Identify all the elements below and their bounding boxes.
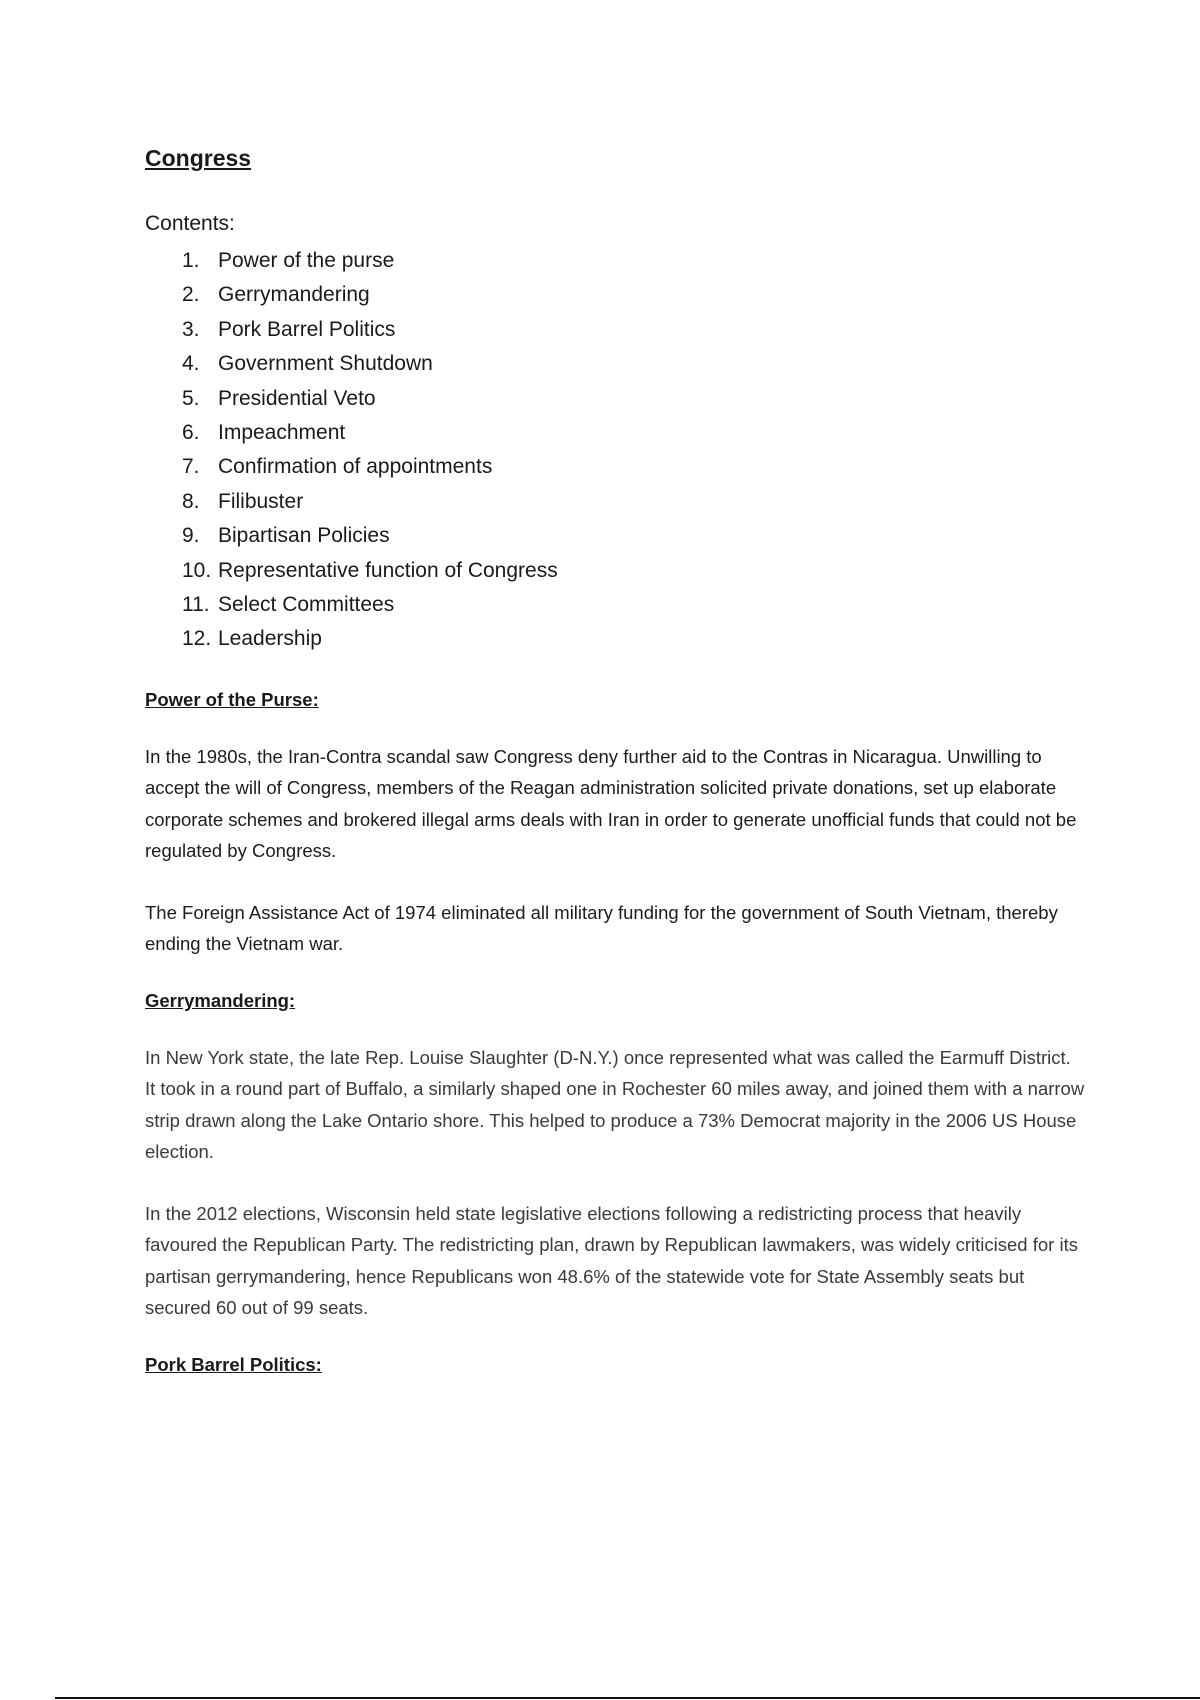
contents-label: Contents:: [145, 212, 235, 235]
toc-item: 7. Confirmation of appointments: [182, 455, 493, 479]
toc-item: 6. Impeachment: [182, 420, 346, 444]
toc-item: 10. Representative function of Congress: [182, 558, 558, 582]
section-heading-gerrymandering: Gerrymandering:: [145, 989, 296, 1011]
toc-item: 2. Gerrymandering: [182, 283, 370, 307]
paragraph-foreign-assistance-act: The Foreign Assistance Act of 1974 eliminated all military funding for the government of South Vietnam, thereby ending the Vietnam war.: [145, 901, 1058, 955]
toc-item: 9. Bipartisan Policies: [182, 524, 390, 548]
section-heading-power-of-purse: Power of the Purse:: [145, 688, 319, 710]
toc-item: 5. Presidential Veto: [182, 386, 376, 410]
toc-item: 8. Filibuster: [182, 489, 304, 513]
section-heading-pork-barrel: Pork Barrel Politics:: [145, 1353, 322, 1375]
toc-item: 4. Government Shutdown: [182, 352, 433, 376]
footer-divider: [55, 1697, 1200, 1699]
table-of-contents: [145, 244, 1085, 657]
toc-item: 1. Power of the purse: [182, 249, 395, 272]
document-page: [145, 145, 1085, 1376]
page-title: Congress: [145, 145, 252, 171]
paragraph-earmuff-district: In New York state, the late Rep. Louise Slaughter (D-N.Y.) once represented what was called the Earmuff District. It took in a round part of Buffalo, a similarly shaped one in Rochester 60 miles away, and joined them with a narrow strip drawn along the Lake Ontario shore. This helped to produce a 73% Democrat majority in the 2006 US House election.: [145, 1046, 1085, 1163]
toc-item: 11. Select Committees: [182, 592, 395, 616]
toc-item: 3. Pork Barrel Politics: [182, 317, 396, 341]
toc-item: 12. Leadership: [182, 627, 322, 651]
paragraph-iran-contra: In the 1980s, the Iran-Contra scandal saw Congress deny further aid to the Contras in Nicaragua. Unwilling to accept the will of Congress, members of the Reagan administration solicited private donations, set up elaborate corporate schemes and brokered illegal arms deals with Iran in order to generate unofficial funds that could not be regulated by Congress.: [145, 745, 1077, 862]
paragraph-wisconsin-2012: In the 2012 elections, Wisconsin held state legislative elections following a redistricting process that heavily favoured the Republican Party. The redistricting plan, drawn by Republican lawmakers, was widely criticised for its partisan gerrymandering, hence Republicans won 48.6% of the statewide vote for State Assembly seats but secured 60 out of 99 seats.: [145, 1202, 1078, 1319]
